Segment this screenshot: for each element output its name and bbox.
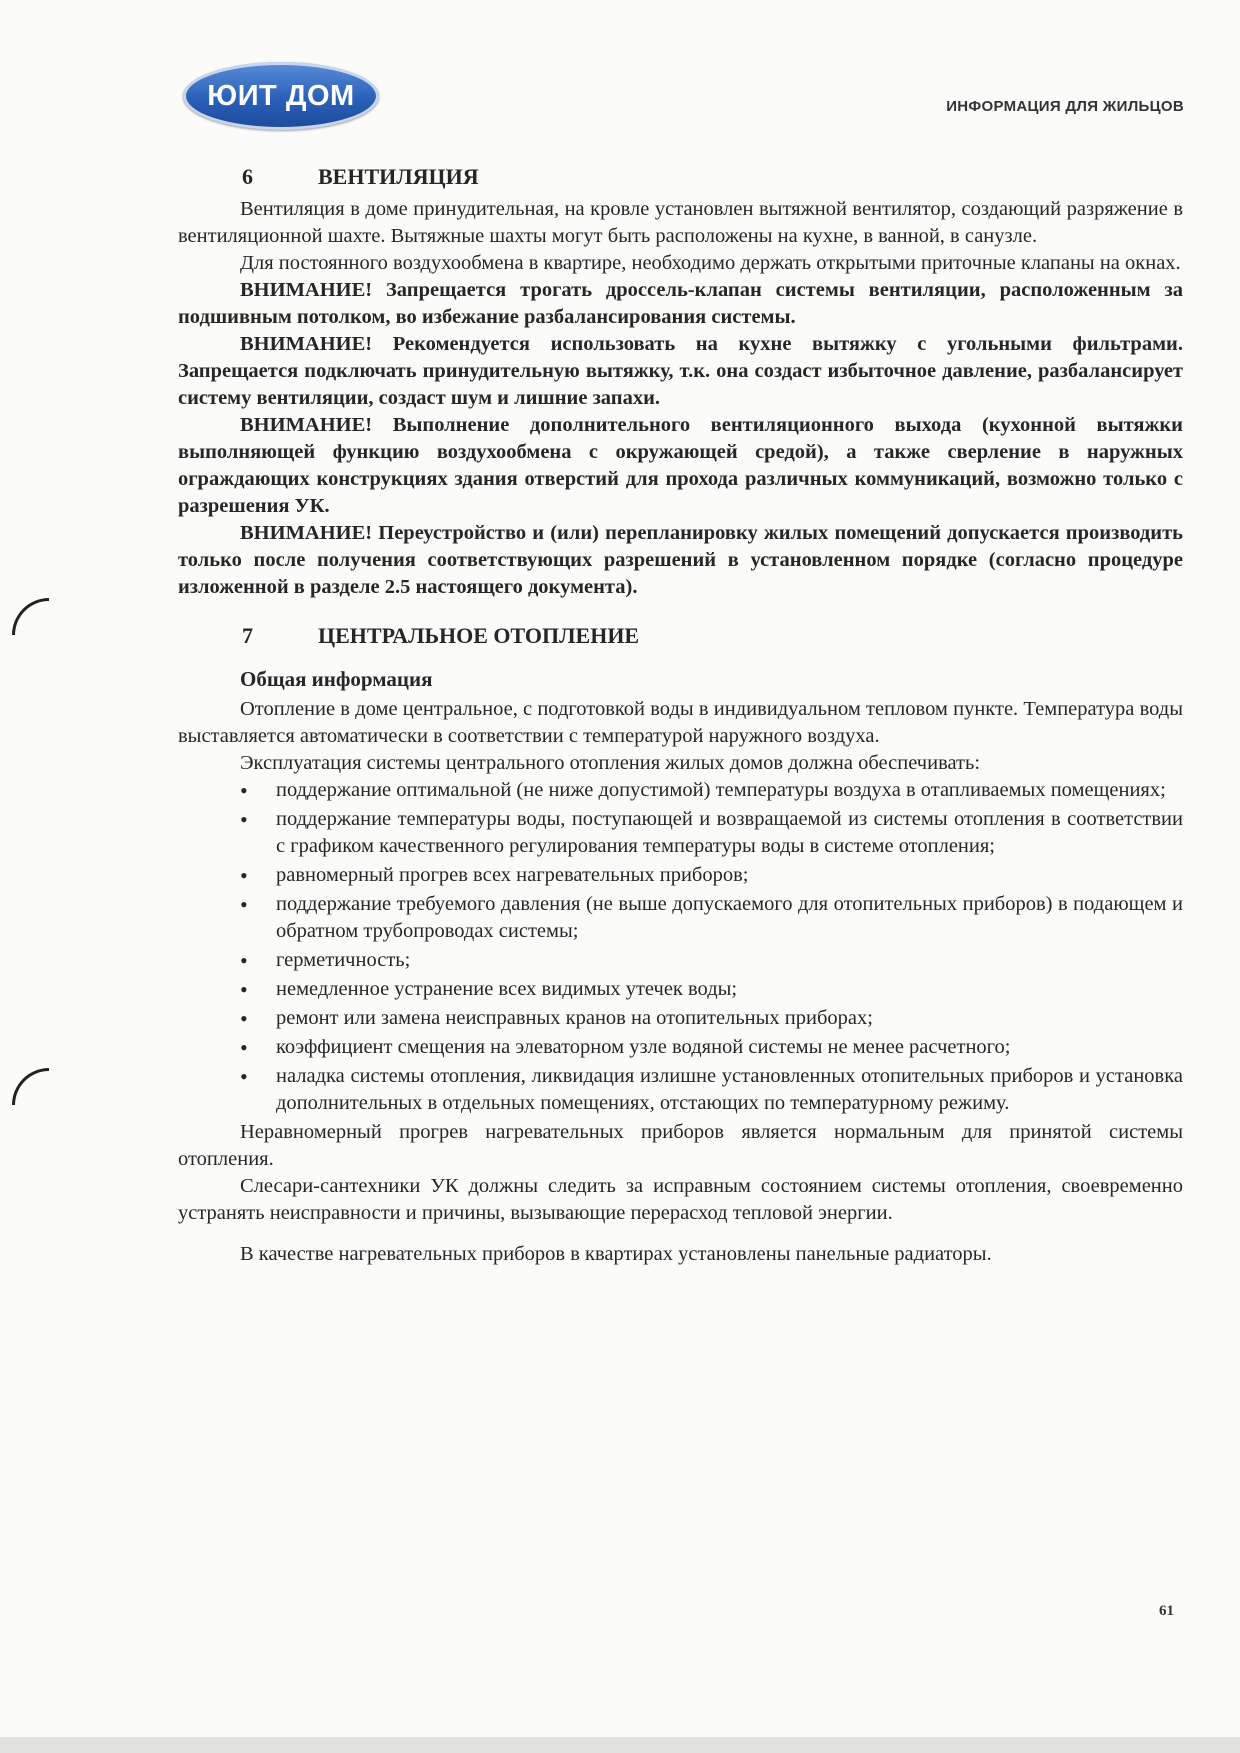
spacer <box>178 601 1183 623</box>
punch-hole-mark <box>12 598 49 635</box>
section-number: 6 <box>242 164 253 189</box>
list-item: • поддержание требуемого давления (не выше допускаемого для отопительных приборов) в подающем и обратном трубопроводах системы; <box>178 891 1183 945</box>
paragraph: Вентиляция в доме принудительная, на кровле установлен вытяжной вентилятор, создающий разряжение в вентиляционной шахте. Вытяжные шахты могут быть расположены на кухне, в ванной, в санузле. <box>178 198 1183 247</box>
section-heading-heating <box>178 623 1183 649</box>
list-item: • поддержание температуры воды, поступающей и возвращаемой из системы отопления в соответствии с графиком качественного регулирования температуры воды в системе отопления; <box>178 806 1183 860</box>
header-title: ИНФОРМАЦИЯ ДЛЯ ЖИЛЬЦОВ <box>946 98 1184 115</box>
warning-paragraph: ВНИМАНИЕ! Запрещается трогать дроссель-клапан системы вентиляции, расположенным за подшивным потолком, во избежание разбалансирования системы. <box>178 279 1183 328</box>
warning-paragraph: ВНИМАНИЕ! Выполнение дополнительного вентиляционного выхода (кухонной вытяжки выполняющей функцию воздухообмена с окружающей средой), а также сверление в наружных ограждающих конструкциях здания отверстий для прохода различных коммуникаций, возможно только с разрешения УК. <box>178 414 1183 517</box>
section-heading-ventilation <box>178 164 1183 190</box>
warning-paragraph: ВНИМАНИЕ! Переустройство и (или) перепланировку жилых помещений допускается производить только после получения соответствующих разрешений в установленном порядке (согласно процедуре изложенной в разделе 2.5 настоящего документа). <box>178 522 1183 598</box>
company-logo <box>183 62 379 130</box>
paragraph: Отопление в доме центральное, с подготовкой воды в индивидуальном тепловом пункте. Температура воды выставляется автоматически в соответствии с температурой наружного воздуха. <box>178 698 1183 747</box>
punch-hole-mark <box>12 1068 49 1105</box>
list-item: • немедленное устранение всех видимых утечек воды; <box>178 976 1183 1003</box>
list-item: • коэффициент смещения на элеваторном узле водяной системы не менее расчетного; <box>178 1034 1183 1061</box>
list-item: • поддержание оптимальной (не ниже допустимой) температуры воздуха в отапливаемых помещениях; <box>178 777 1183 804</box>
scan-edge <box>0 1737 1240 1753</box>
page-number: 61 <box>1159 1603 1174 1619</box>
list-item: • равномерный прогрев всех нагревательных приборов; <box>178 862 1183 889</box>
list-item: • герметичность; <box>178 947 1183 974</box>
paragraph: Для постоянного воздухообмена в квартире, необходимо держать открытыми приточные клапаны на окнах. <box>240 252 1181 274</box>
list-item: • наладка системы отопления, ликвидация излишне установленных отопительных приборов и установка дополнительных в отдельных помещениях, отстающих по температурному режиму. <box>178 1063 1183 1117</box>
paragraph: Слесари-сантехники УК должны следить за исправным состоянием системы отопления, своевременно устранять неисправности и причины, вызывающие перерасход тепловой энергии. <box>178 1175 1183 1224</box>
logo-text: ЮИТ ДОМ <box>207 79 355 112</box>
warning-paragraph: ВНИМАНИЕ! Рекомендуется использовать на кухне вытяжку с угольными фильтрами. Запрещается подключать принудительную вытяжку, т.к. она создаст избыточное давление, разбалансирует систему вентиляции, создаст шум и лишние запахи. <box>178 333 1183 409</box>
subsection-title: Общая информация <box>240 667 433 691</box>
section-title: ВЕНТИЛЯЦИЯ <box>318 164 479 189</box>
spacer <box>178 1227 1183 1241</box>
paragraph: Эксплуатация системы центрального отопления жилых домов должна обеспечивать: <box>240 752 981 774</box>
section-number: 7 <box>242 623 253 648</box>
paragraph: Неравномерный прогрев нагревательных приборов является нормальным для принятой системы отопления. <box>178 1121 1183 1170</box>
list-item: • ремонт или замена неисправных кранов на отопительных приборах; <box>178 1005 1183 1032</box>
section-title: ЦЕНТРАЛЬНОЕ ОТОПЛЕНИЕ <box>318 623 640 648</box>
requirements-list <box>178 777 1183 1117</box>
page-content <box>178 164 1183 1268</box>
paragraph: В качестве нагревательных приборов в квартирах установлены панельные радиаторы. <box>240 1243 992 1265</box>
